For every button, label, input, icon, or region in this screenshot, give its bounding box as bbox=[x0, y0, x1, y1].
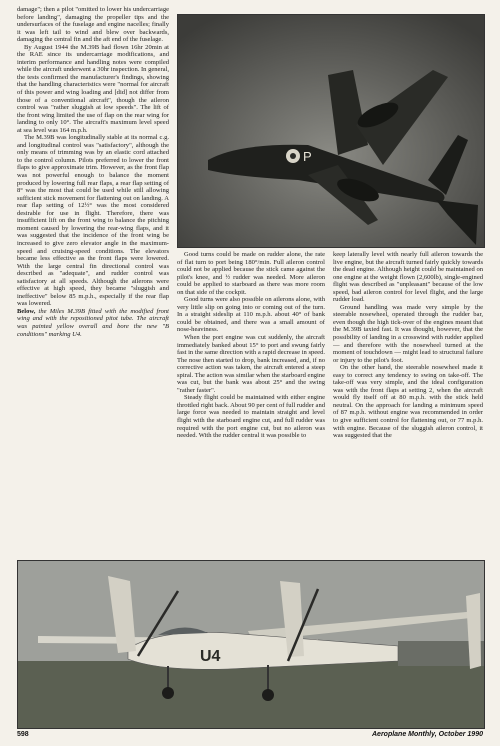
paragraph: Good turns could be made on rudder alone, the rate of flat turn to port being 180°/min. Full aileron control could not be applied because the stick came against the pilot's knee, and ½ rudder was needed. More aileron could be applied to starboard as there was more room on that side of the cockpit. bbox=[177, 251, 325, 296]
caption-lead: Below, bbox=[17, 307, 36, 315]
paragraph: By August 1944 the M.39B had flown 16hr 20min at the RAE since its undercarriage modifications, and interim performance and handling notes were compiled while the aircraft underwent a 30hr inspection. In general, the tests confirmed the manufacturer's findings, showing that the handling characteristics were "normal for aircraft of this power and wing loading and [did] not differ from those of a conventional aircraft", though the aileron control was "rather sluggish at low speeds". The lift of the front wing limited the use of flap on the rear wing for landing to only 10°. The aircraft's maximum level speed at sea level was 164 m.p.h. bbox=[17, 43, 169, 134]
aircraft-on-ground-photo bbox=[17, 560, 485, 729]
fuselage-letter: P bbox=[303, 149, 312, 164]
paragraph: Good turns were also possible on ailerons alone, with very little slip on going into or coming out of the turn. In a straight sideslip at 110 m.p.h. about 40° of bank could be obtained, and there was a small amount of nose-heaviness. bbox=[177, 296, 325, 334]
caption-text: the Miles M.39B fitted with the modified front wing and with the repositioned pitot tube. The aircraft was painted yellow overall and bore the new "B conditions" marking U4. bbox=[17, 307, 169, 338]
aircraft-on-ground-image bbox=[18, 561, 484, 728]
paragraph: The M.39B was longitudinally stable at its normal c.g. and longitudinal control was "satisfactory", although the only means of trimming was by an elastic cord attached to the control column. Pilots preferred to lower the front flaps to give approximate trim. However, as the front flap was not powerful enough to balance the moment produced by lowering full rear flaps, a rear flap setting of 8° was the most that could be used while still allowing sufficient stick movement for flattening out on landing. A rear flap setting of 12½° was the most considered desirable for use in flight. Therefore, there was insufficient lift on the front wing to balance the pitching moment caused by lowering the rear-wing flaps, and it was suggested that the incidence of the front wing be increased to give zero elevator angle in the maximum-speed and cruising-speed conditions. The elevators became less effective as the front flaps were lowered. With the large central fin directional control was described as "adequate", and rudder control was satisfactory at all speeds. Although the ailerons were effective at high speed, they became "sluggish and ineffective" below 85 m.p.h., especially if the rear flap was lowered. bbox=[17, 134, 169, 308]
page-number: 598 bbox=[17, 731, 29, 738]
column-1 bbox=[17, 6, 169, 506]
aircraft-in-flight-image bbox=[178, 15, 484, 247]
photo-caption bbox=[17, 308, 169, 338]
registration-marking: U4 bbox=[200, 648, 221, 665]
paragraph: When the port engine was cut suddenly, the aircraft immediately banked about 15° to port and swung fairly fast in the same direction with a rapid decrease in speed. The nose then started to drop, bank increased, and, if no corrective action was taken, the aircraft entered a steep spiral. The action was similar when the starboard engine was cut, but the bank was about 25° and the swing "rather faster". bbox=[177, 334, 325, 394]
column-3 bbox=[333, 251, 483, 556]
paragraph: keep laterally level with nearly full aileron towards the live engine, but the aircraft turned fairly quickly towards the dead engine. Although height could be maintained on one engine at the weight flown (2,600lb), single-engined flight was described as "unpleasant" because of the low speed, bad aileron control for level flight, and the large rudder load. bbox=[333, 251, 483, 304]
paragraph: Ground handling was made very simple by the steerable nosewheel, operated through the rudder bar, even though the high tick-over of the engines meant that the M.39B taxied fast. It was thought, however, that the possibility of landing in a crosswind with rudder applied — and therefore with the nosewheel turned at the moment of touchdown — might lead to structural failure or injury to the pilot's foot. bbox=[333, 303, 483, 364]
aircraft-in-flight-photo bbox=[177, 14, 485, 248]
paragraph: damage"; then a pilot "omitted to lower his undercarriage before landing", damaging the propeller tips and the undersurfaces of the fuselage and engine nacelles; finally it was left tail to wind and blew over backwards, damaging the central fin and the aft end of the fuselage. bbox=[17, 6, 169, 44]
paragraph: On the other hand, the steerable nosewheel made it easy to correct any tendency to swing on take-off. The take-off was very simple, and the ideal configuration was with the front flaps at setting 2, when the aircraft would fly itself off at 80 m.p.h. with the stick held neutral. On the approach for landing a minimum speed of 87 m.p.h. without engine was recommended in order to give sufficient control for flattening out, or 77 m.p.h. with engine. Because of the sluggish aileron control, it was suggested that the bbox=[333, 364, 483, 440]
magazine-title: Aeroplane Monthly, October 1990 bbox=[372, 731, 483, 738]
paragraph: Steady flight could be maintained with either engine throttled right back. About 90 per cent of full rudder and large force was needed to maintain straight and level flight with the starboard engine cut, and full rudder was required with the port engine cut, but no aileron was needed. With the rudder central it was possible to bbox=[177, 394, 325, 440]
column-2 bbox=[177, 251, 325, 556]
